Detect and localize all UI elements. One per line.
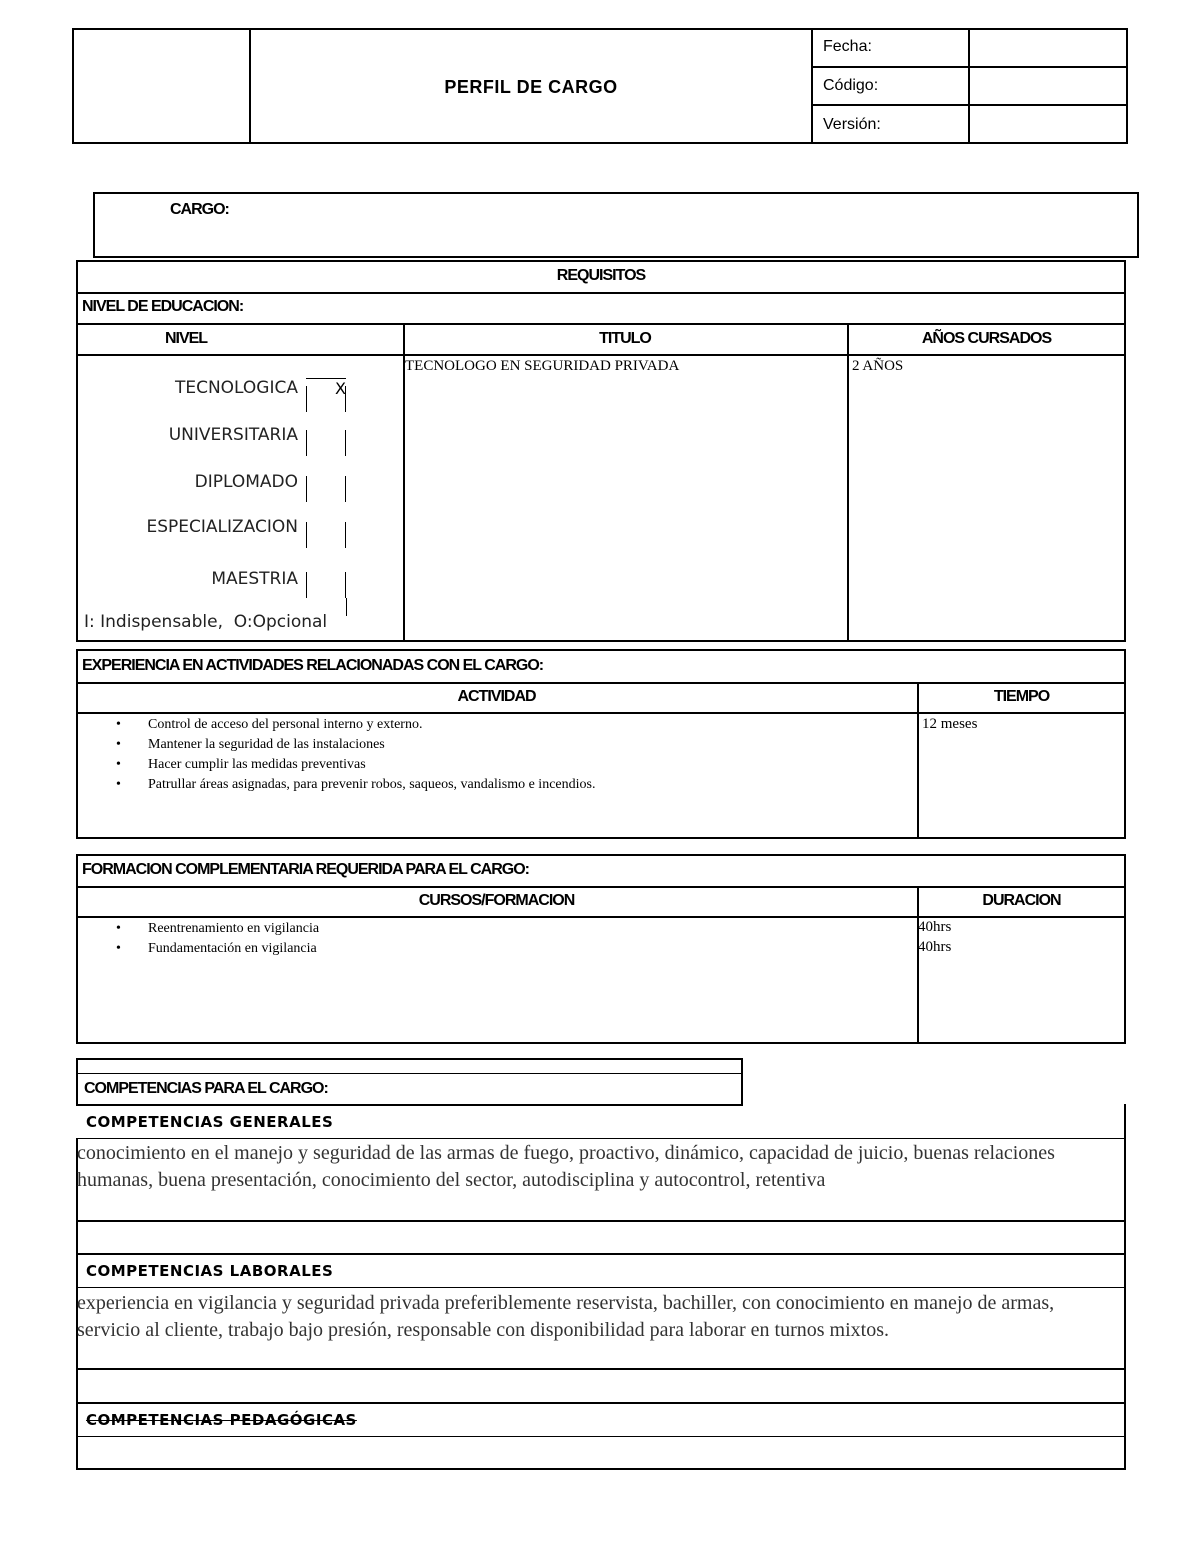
level-checkbox-maestria[interactable] [306, 572, 346, 598]
list-item: • Reentrenamiento en vigilancia [148, 919, 913, 939]
anos-value: 2 AÑOS [852, 358, 904, 374]
list-item: • Fundamentación en vigilancia [148, 939, 913, 959]
tiempo-value: 12 meses [922, 716, 978, 732]
page-title: PERFIL DE CARGO [444, 77, 618, 97]
competencias-laborales-text: experiencia en vigilancia y seguridad privada preferiblemente reservista, bachiller, con conocimiento en manejo de armas, servicio al cliente, trabajo bajo presión, responsable con disponibilidad para laborar en turnos mixtos. [77, 1292, 1055, 1341]
codigo-value-field[interactable] [970, 68, 1126, 104]
logo-cell [74, 30, 249, 142]
level-legend: I: Indispensable, O:Opcional [84, 612, 328, 632]
list-item: • Control de acceso del personal interno y externo. [148, 715, 913, 735]
competencias-pedagogicas-label: COMPETENCIAS PEDAGÓGICAS [86, 1411, 357, 1429]
competencias-generales-label: COMPETENCIAS GENERALES [86, 1113, 334, 1131]
level-mark: X [335, 379, 346, 398]
duration-value: 40hrs [918, 939, 952, 955]
level-label-especializacion: ESPECIALIZACION [146, 517, 298, 537]
col-tiempo-header: TIEMPO [993, 688, 1050, 705]
duration-value: 40hrs [918, 919, 952, 935]
col-nivel-header: NIVEL [164, 330, 208, 347]
level-label-maestria: MAESTRIA [211, 569, 298, 589]
requisitos-title: REQUISITOS [556, 267, 646, 284]
level-checkbox-diplomado[interactable] [306, 476, 346, 502]
list-item: • Mantener la seguridad de las instalaciones [148, 735, 913, 755]
list-item: • Patrullar áreas asignadas, para prevenir robos, saqueos, vandalismo e incendios. [148, 775, 913, 795]
cargo-box [93, 192, 1139, 258]
version-label: Versión: [823, 116, 881, 133]
level-label-tecnologica: TECNOLOGICA [174, 378, 298, 398]
level-checkbox-universitaria[interactable] [306, 430, 346, 456]
level-checkbox-especializacion[interactable] [306, 522, 346, 548]
col-titulo-header: TITULO [599, 330, 651, 347]
titulo-value: TECNOLOGO EN SEGURIDAD PRIVADA [405, 358, 680, 374]
version-value-field[interactable] [970, 106, 1126, 142]
activity-list [78, 715, 913, 795]
education-level-label: NIVEL DE EDUCACION: [82, 298, 244, 315]
fecha-label: Fecha: [823, 38, 872, 55]
level-label-universitaria: UNIVERSITARIA [168, 425, 298, 445]
cargo-label: CARGO: [170, 201, 229, 218]
col-actividad-header: ACTIVIDAD [457, 688, 536, 705]
codigo-label: Código: [823, 77, 879, 94]
col-anos-header: AÑOS CURSADOS [921, 330, 1052, 347]
col-cursos-header: CURSOS/FORMACION [418, 892, 575, 909]
course-list [78, 919, 913, 959]
level-label-diplomado: DIPLOMADO [194, 472, 298, 492]
formacion-title: FORMACION COMPLEMENTARIA REQUERIDA PARA EL CARGO: [82, 861, 529, 878]
list-item: • Hacer cumplir las medidas preventivas [148, 755, 913, 775]
competencias-laborales-label: COMPETENCIAS LABORALES [86, 1262, 334, 1280]
competencias-generales-text: conocimiento en el manejo y seguridad de las armas de fuego, proactivo, dinámico, capacidad de juicio, buenas relaciones humanas, buena presentación, conocimiento del sector, autodisciplina y autocontrol, retentiva [77, 1142, 1055, 1191]
col-duracion-header: DURACION [982, 892, 1061, 909]
experiencia-title: EXPERIENCIA EN ACTIVIDADES RELACIONADAS CON EL CARGO: [82, 657, 544, 674]
competencias-title: COMPETENCIAS PARA EL CARGO: [84, 1080, 328, 1097]
level-checkbox-tecnologica[interactable] [306, 379, 346, 412]
fecha-value-field[interactable] [970, 30, 1126, 66]
